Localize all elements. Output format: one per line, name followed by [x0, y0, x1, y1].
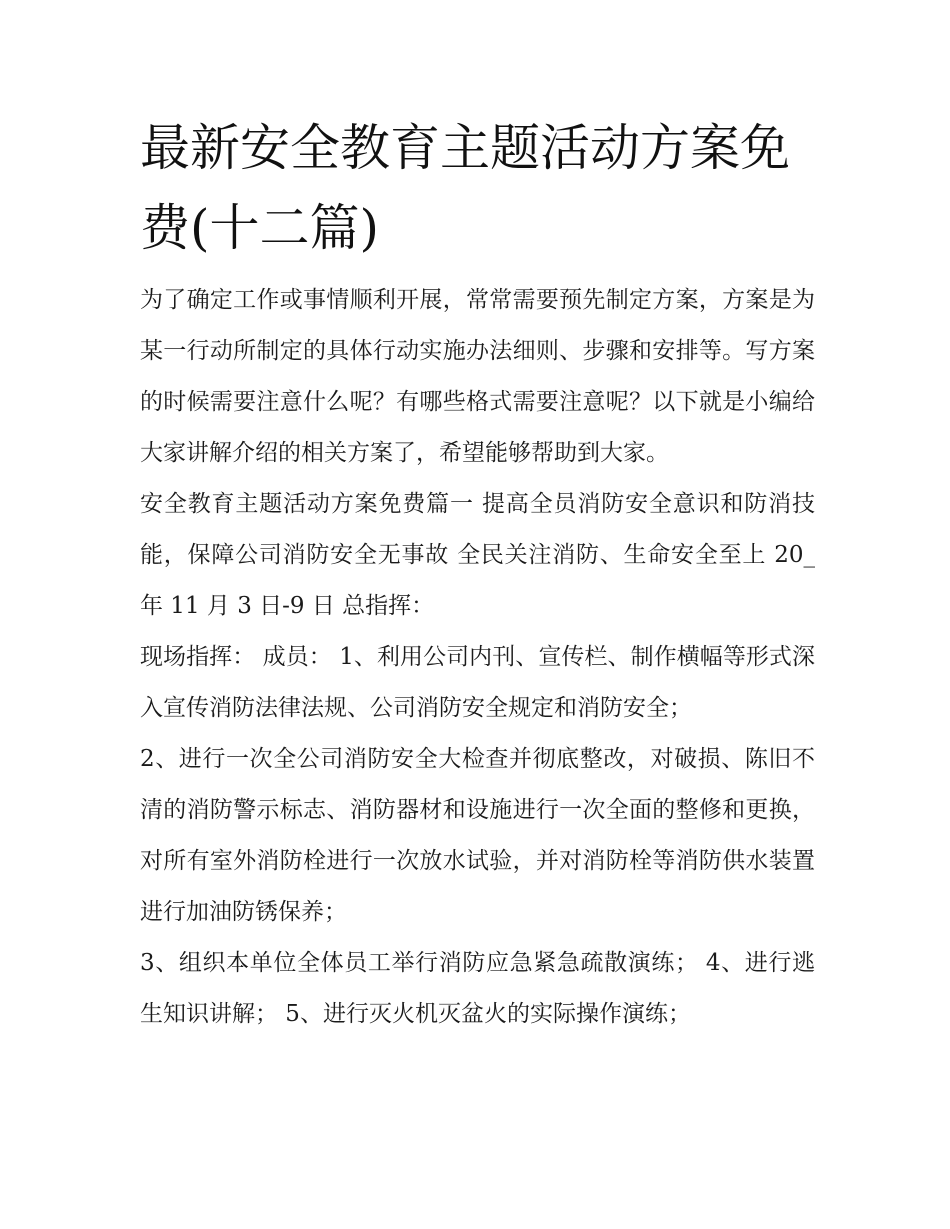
- document-title: 最新安全教育主题活动方案免费(十二篇): [140, 119, 790, 257]
- document-body: [140, 275, 815, 1040]
- paragraph-plan-one: 安全教育主题活动方案免费篇一 提高全员消防安全意识和防消技能，保障公司消防安全无事故 全民关注消防、生命安全至上 20_年 11 月 3 日-9 日 总指挥：: [140, 491, 815, 619]
- paragraph-drills: 3、组织本单位全体员工举行消防应急紧急疏散演练； 4、进行逃生知识讲解； 5、进行灭火机灭盆火的实际操作演练；: [140, 950, 815, 1027]
- paragraph-intro: 为了确定工作或事情顺利开展，常常需要预先制定方案，方案是为某一行动所制定的具体行动实施办法细则、步骤和安排等。写方案的时候需要注意什么呢？有哪些格式需要注意呢？以下就是小编给大家讲解介绍的相关方案了，希望能够帮助到大家。: [140, 287, 815, 466]
- paragraph-inspection: 2、进行一次全公司消防安全大检查并彻底整改，对破损、陈旧不清的消防警示标志、消防器材和设施进行一次全面的整修和更换，对所有室外消防栓进行一次放水试验，并对消防栓等消防供水装置进行加油防锈保养；: [140, 746, 815, 925]
- paragraph-site-command: 现场指挥： 成员： 1、利用公司内刊、宣传栏、制作横幅等形式深入宣传消防法律法规、公司消防安全规定和消防安全；: [140, 644, 815, 721]
